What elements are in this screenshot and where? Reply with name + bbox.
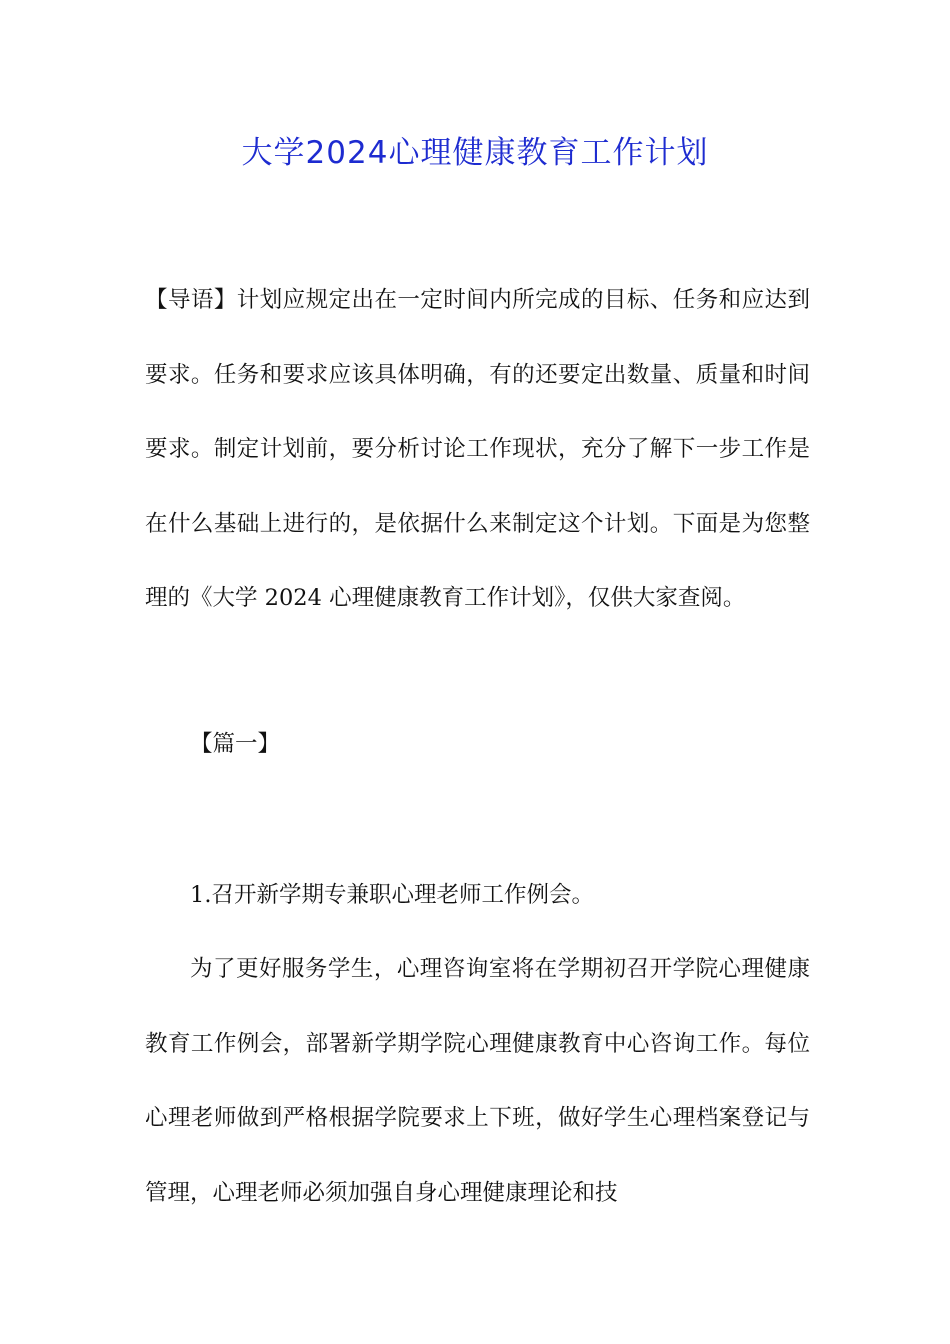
list-item-heading: 1.召开新学期专兼职心理老师工作例会。: [190, 882, 594, 908]
body-paragraph: 为了更好服务学生，心理咨询室将在学期初召开学院心理健康教育工作例会，部署新学期学院心理健康教育中心咨询工作。每位心理老师做到严格根据学院要求上下班，做好学生心理档案登记与管理，心理老师必须加强自身心理健康理论和技: [145, 956, 810, 1206]
document-title: 大学2024心理健康教育工作计划: [241, 135, 709, 171]
section-heading: 【篇一】: [190, 731, 281, 757]
intro-paragraph: 【导语】计划应规定出在一定时间内所完成的目标、任务和应达到要求。任务和要求应该具体明确，有的还要定出数量、质量和时间要求。制定计划前，要分析讨论工作现状，充分了解下一步工作是在什么基础上进行的，是依据什么来制定这个计划。下面是为您整理的《大学 2024 心理健康教育工作计划》，仅供大家查阅。: [145, 287, 810, 611]
